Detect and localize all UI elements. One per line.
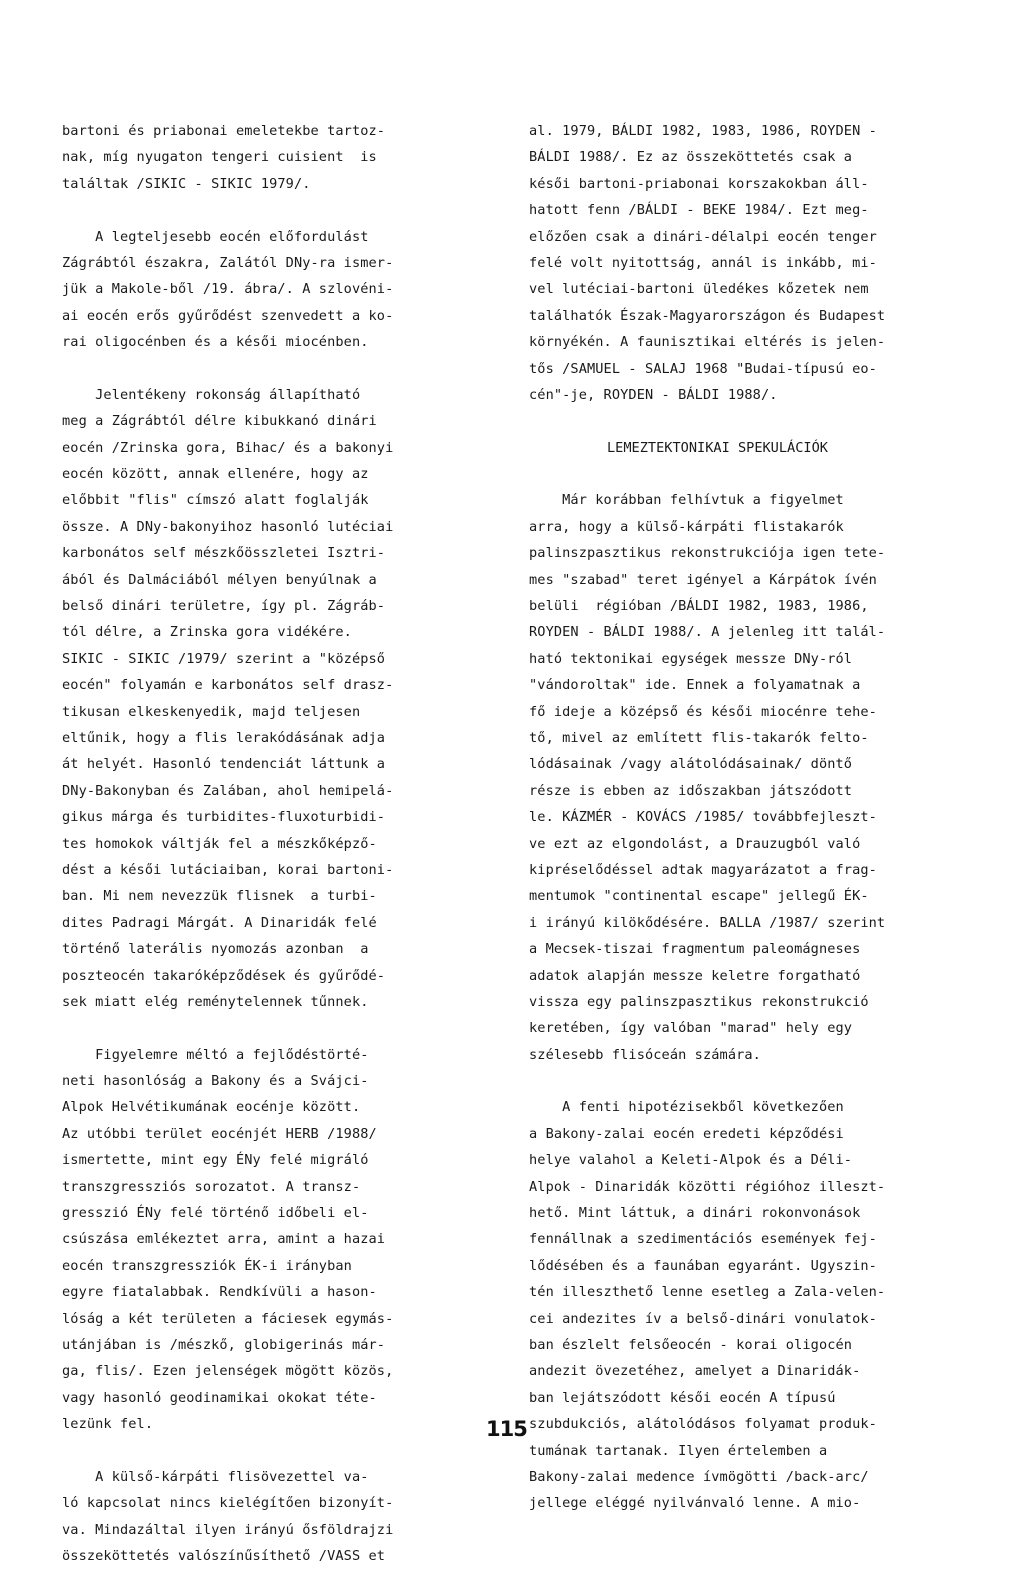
text-line — [62, 197, 462, 223]
text-line: belső dinári területre, így pl. Zágráb- — [62, 598, 386, 615]
text-line: Zágrábtól északra, Zalától DNy-ra ismer- — [62, 254, 394, 271]
text-line: előbbit "flis" címszó alatt foglalják — [62, 492, 369, 509]
text-line: ban lejátszódott késői eocén A típusú — [529, 1389, 836, 1406]
text-line: hatott fenn /BÁLDI - BEKE 1984/. Ezt meg- — [529, 202, 869, 219]
text-line: lezünk fel. — [62, 1416, 154, 1433]
text-line: A legteljesebb eocén előfordulást — [62, 228, 369, 245]
text-line: keretében, így valóban "marad" hely egy — [529, 1020, 853, 1037]
text-line: eltűnik, hogy a flis lerakódásának adja — [62, 729, 386, 746]
text-line: poszteocén takaróképződések és gyűrődé- — [62, 967, 386, 984]
text-line: dést a késői lutáciaiban, korai bartoni- — [62, 861, 394, 878]
text-line: karbonátos self mészkőösszletei Isztri- — [62, 545, 386, 562]
text-line: Alpok Helvétikumának eocénje között. — [62, 1099, 361, 1116]
text-line: gikus márga és turbidites-fluxoturbidi- — [62, 809, 386, 826]
text-line: egyre fiatalabbak. Rendkívüli a hason- — [62, 1284, 377, 1301]
text-line: hető. Mint láttuk, a dinári rokonvonások — [529, 1205, 861, 1222]
text-line: cei andezites ív a belső-dinári vonulatok- — [529, 1310, 877, 1327]
text-line: tumának tartanak. Ilyen értelemben a — [529, 1442, 828, 1459]
text-line: eocén" folyamán e karbonátos self drasz- — [62, 677, 394, 694]
text-line: helye valahol a Keleti-Alpok és a Déli- — [529, 1152, 853, 1169]
text-line: "vándoroltak" ide. Ennek a folyamatnak a — [529, 677, 861, 694]
section-heading: LEMEZTEKTONIKAI SPEKULÁCIÓK — [607, 439, 828, 456]
text-line: ából és Dalmáciából mélyen benyúlnak a — [62, 571, 377, 588]
right-column — [529, 118, 969, 1517]
text-line: palinszpasztikus rekonstrukciója igen tete- — [529, 545, 886, 562]
text-line: történő laterális nyomozás azonban a — [62, 941, 369, 958]
text-line: ga, flis/. Ezen jelenségek mögött közös, — [62, 1363, 394, 1380]
text-line: le. KÁZMÉR - KOVÁCS /1985/ továbbfejleszt- — [529, 809, 877, 826]
right-column-bottom-text — [529, 487, 969, 1516]
text-line: gresszió ÉNy felé történő időbeli el- — [62, 1205, 369, 1222]
text-line: ban észlelt felsőeocén - korai oligocén — [529, 1336, 853, 1353]
text-line: A külső-kárpáti flisövezettel va- — [62, 1468, 369, 1485]
text-line: belüli régióban /BÁLDI 1982, 1983, 1986, — [529, 598, 869, 615]
text-line: tős /SAMUEL - SALAJ 1968 "Budai-típusú eo- — [529, 360, 877, 377]
text-line: szubdukciós, alátolódásos folyamat produk- — [529, 1416, 877, 1433]
text-line: Az utóbbi terület eocénjét HERB /1988/ — [62, 1125, 377, 1142]
text-line: eocén között, annak ellenére, hogy az — [62, 466, 369, 483]
text-line: jük a Makole-ből /19. ábra/. A szlovéni- — [62, 281, 394, 298]
text-line: ve ezt az elgondolást, a Drauzugból való — [529, 835, 861, 852]
text-line: csúszása emlékeztet arra, amint a hazai — [62, 1231, 386, 1248]
text-line: felé volt nyitottság, annál is inkább, mi- — [529, 254, 877, 271]
text-line — [62, 1438, 462, 1464]
text-line: késői bartoni-priabonai korszakokban áll- — [529, 175, 869, 192]
text-line: nak, míg nyugaton tengeri cuisient is — [62, 149, 377, 166]
text-line: SIKIC - SIKIC /1979/ szerint a "középső — [62, 650, 386, 667]
text-line: találhatók Észak-Magyarországon és Budapest — [529, 307, 886, 324]
page-number: 115 — [486, 1417, 527, 1441]
text-line: bartoni és priabonai emeletekbe tartoz- — [62, 123, 386, 139]
text-line: Már korábban felhívtuk a figyelmet — [529, 492, 844, 509]
text-line: fő ideje a középső és késői miocénre tehe- — [529, 703, 877, 720]
text-line — [529, 1068, 969, 1094]
text-line: neti hasonlóság a Bakony és a Svájci- — [62, 1073, 369, 1090]
text-line: összeköttetés valószínűsíthető /VASS et — [62, 1548, 386, 1565]
text-line: cén"-je, ROYDEN - BÁLDI 1988/. — [529, 386, 778, 403]
text-line: Figyelemre méltó a fejlődéstörté- — [62, 1046, 369, 1063]
text-line: mes "szabad" teret igényel a Kárpátok ívén — [529, 571, 877, 588]
text-line: vissza egy palinszpasztikus rekonstrukció — [529, 993, 869, 1010]
text-line: vagy hasonló geodinamikai okokat téte- — [62, 1389, 377, 1406]
text-line: transzgressziós sorozatot. A transz- — [62, 1178, 361, 1195]
text-line: ismertette, mint egy ÉNy felé migráló — [62, 1152, 369, 1169]
text-line: A fenti hipotézisekből következően — [529, 1099, 844, 1116]
text-line: kipréselődéssel adtak magyarázatot a frag- — [529, 861, 877, 878]
text-line: rai oligocénben és a késői miocénben. — [62, 334, 369, 351]
text-line: fennállnak a szedimentációs események fej- — [529, 1231, 877, 1248]
text-line: tes homokok váltják fel a mészkőképző- — [62, 835, 377, 852]
text-line: része is ebben az időszakban játszódott — [529, 782, 853, 799]
text-line: adatok alapján messze keletre forgatható — [529, 967, 861, 984]
text-line: ROYDEN - BÁLDI 1988/. A jelenleg itt talál- — [529, 624, 886, 641]
text-line: vel lutéciai-bartoni üledékes kőzetek nem — [529, 281, 869, 298]
text-line: lódásainak /vagy alátolódásainak/ döntő — [529, 756, 853, 773]
text-line: BÁLDI 1988/. Ez az összeköttetés csak a — [529, 149, 853, 166]
text-line: ló kapcsolat nincs kielégítően bizonyít- — [62, 1495, 394, 1512]
right-column-top-text — [529, 118, 969, 408]
text-line: a Mecsek-tiszai fragmentum paleomágneses — [529, 941, 861, 958]
text-line: Alpok - Dinaridák közötti régióhoz illeszt- — [529, 1178, 886, 1195]
text-line: eocén /Zrinska gora, Bihac/ és a bakonyi — [62, 439, 394, 456]
text-line: a Bakony-zalai eocén eredeti képződési — [529, 1125, 844, 1142]
text-line: andezit övezetéhez, amelyet a Dinaridák- — [529, 1363, 861, 1380]
text-line: arra, hogy a külső-kárpáti flistakarók — [529, 518, 844, 535]
text-line: lődésében és a faunában egyaránt. Ugyszin- — [529, 1257, 877, 1274]
text-line: al. 1979, BÁLDI 1982, 1983, 1986, ROYDEN - — [529, 123, 877, 139]
left-column — [62, 118, 462, 1569]
text-line: mentumok "continental escape" jellegű ÉK- — [529, 888, 869, 905]
text-line: tikusan elkeskenyedik, majd teljesen — [62, 703, 361, 720]
text-line — [62, 356, 462, 382]
text-line: tő, mivel az említett flis-takarók felto- — [529, 729, 869, 746]
text-line: ható tektonikai egységek messze DNy-ról — [529, 650, 853, 667]
text-line: va. Mindazáltal ilyen irányú ősföldrajzi — [62, 1521, 394, 1538]
text-line: környékén. A faunisztikai eltérés is jelen- — [529, 334, 886, 351]
text-line: ai eocén erős gyűrődést szenvedett a ko- — [62, 307, 394, 324]
text-line: szélesebb flisóceán számára. — [529, 1046, 761, 1063]
text-line: Bakony-zalai medence ívmögötti /back-arc/ — [529, 1468, 869, 1485]
text-line: DNy-Bakonyban és Zalában, ahol hemipelá- — [62, 782, 394, 799]
text-line: találtak /SIKIC - SIKIC 1979/. — [62, 175, 311, 192]
text-line: tól délre, a Zrinska gora vidékére. — [62, 624, 352, 641]
text-line: jellege eléggé nyilvánvaló lenne. A mio- — [529, 1495, 861, 1512]
text-line: meg a Zágrábtól délre kibukkanó dinári — [62, 413, 377, 430]
text-line: ban. Mi nem nevezzük flisnek a turbi- — [62, 888, 377, 905]
text-line: tén illeszthető lenne esetleg a Zala-velen- — [529, 1284, 886, 1301]
text-line: előzően csak a dinári-délalpi eocén tenger — [529, 228, 877, 245]
text-line: össze. A DNy-bakonyihoz hasonló lutéciai — [62, 518, 394, 535]
text-line: sek miatt elég reménytelennek tűnnek. — [62, 993, 369, 1010]
text-line: át helyét. Hasonló tendenciát láttunk a — [62, 756, 386, 773]
text-line: eocén transzgressziók ÉK-i irányban — [62, 1257, 352, 1274]
text-line: dites Padragi Márgát. A Dinaridák felé — [62, 914, 377, 931]
text-line: Jelentékeny rokonság állapítható — [62, 386, 361, 403]
text-line — [62, 1015, 462, 1041]
text-line: utánjában is /mészkő, globigerinás már- — [62, 1336, 386, 1353]
text-line: lóság a két területen a fáciesek egymás- — [62, 1310, 394, 1327]
text-line: i irányú kilökődésére. BALLA /1987/ szerint — [529, 914, 886, 931]
